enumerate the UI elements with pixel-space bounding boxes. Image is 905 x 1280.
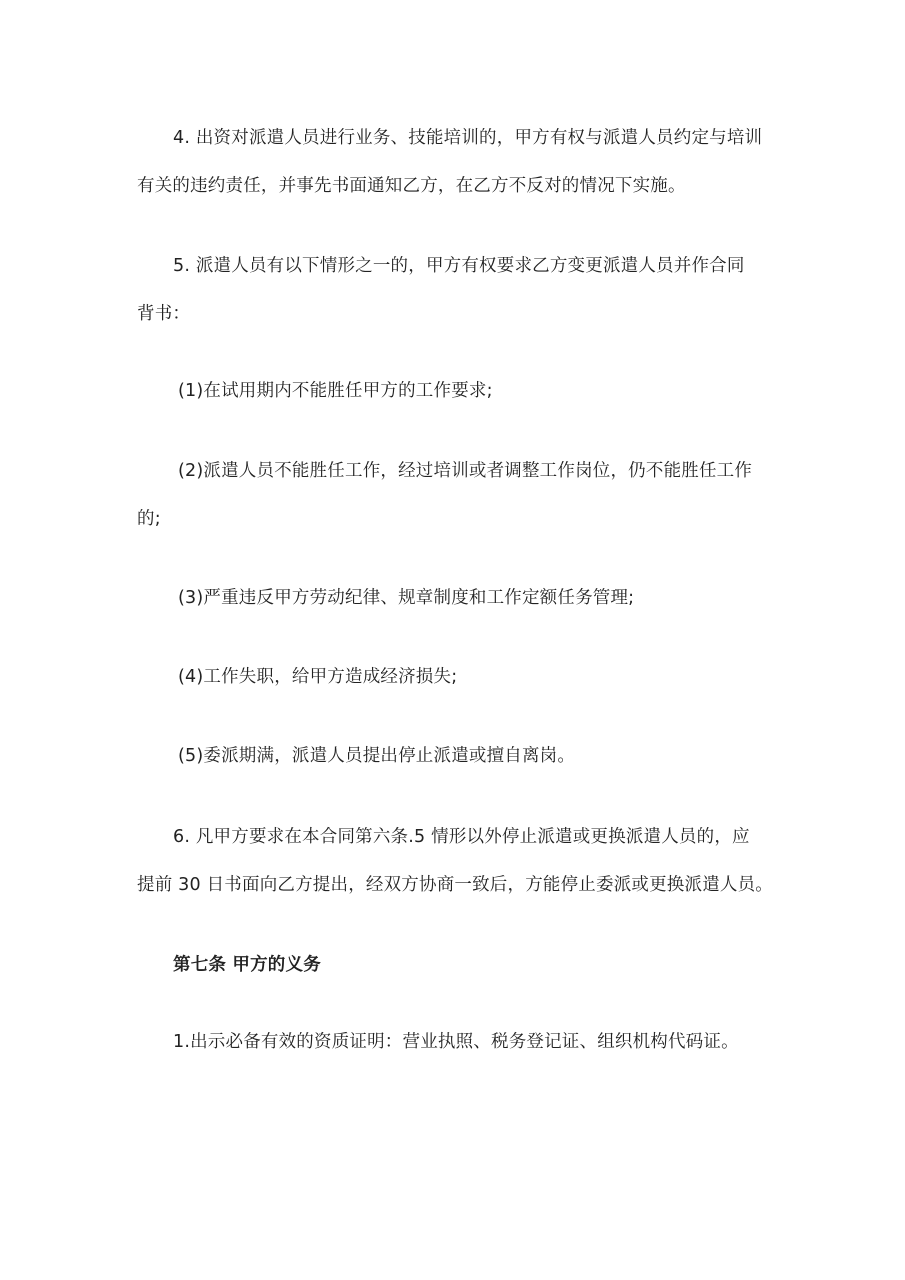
sub-item-3: (3)严重违反甲方劳动纪律、规章制度和工作定额任务管理; [178,588,635,608]
sub-item-4: (4)工作失职，给甲方造成经济损失; [178,667,458,687]
item-4-line-1: 4. 出资对派遣人员进行业务、技能培训的，甲方有权与派遣人员约定与培训 [173,128,763,148]
item-5-line-1: 5. 派遣人员有以下情形之一的，甲方有权要求乙方变更派遣人员并作合同 [173,256,745,276]
article-7-heading: 第七条 甲方的义务 [173,955,321,975]
item-6-line-1: 6. 凡甲方要求在本合同第六条.5 情形以外停止派遣或更换派遣人员的，应 [173,827,750,847]
item-5-line-2: 背书： [137,304,191,324]
sub-item-1: (1)在试用期内不能胜任甲方的工作要求; [178,381,493,401]
sub-item-5: (5)委派期满，派遣人员提出停止派遣或擅自离岗。 [178,746,576,766]
item-6-line-2: 提前 30 日书面向乙方提出，经双方协商一致后，方能停止委派或更换派遣人员。 [137,875,773,895]
sub-item-2-line-1: (2)派遣人员不能胜任工作，经过培训或者调整工作岗位，仍不能胜任工作 [178,461,753,481]
article-7-item-1: 1.出示必备有效的资质证明：营业执照、税务登记证、组织机构代码证。 [173,1032,739,1052]
item-4-line-2: 有关的违约责任，并事先书面通知乙方，在乙方不反对的情况下实施。 [137,176,686,196]
sub-item-2-line-2: 的; [137,509,161,529]
